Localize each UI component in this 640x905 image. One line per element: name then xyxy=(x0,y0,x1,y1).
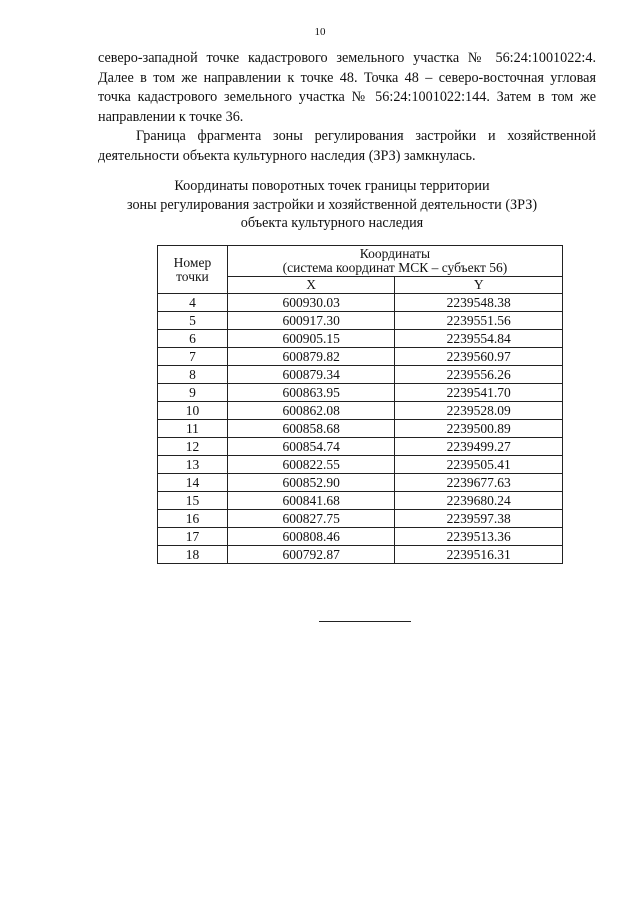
header-point-number-line2: точки xyxy=(176,268,209,284)
header-point-number xyxy=(158,246,228,294)
cell-y: 2239560.97 xyxy=(395,348,563,366)
cell-y: 2239597.38 xyxy=(395,510,563,528)
table-row xyxy=(158,312,563,330)
cell-point-number: 18 xyxy=(158,546,228,564)
cell-y: 2239551.56 xyxy=(395,312,563,330)
cell-y: 2239505.41 xyxy=(395,456,563,474)
table-title xyxy=(98,177,566,233)
cell-x: 600841.68 xyxy=(227,492,395,510)
table-row xyxy=(158,546,563,564)
cell-point-number: 5 xyxy=(158,312,228,330)
table-row xyxy=(158,330,563,348)
cell-point-number: 14 xyxy=(158,474,228,492)
end-separator-line xyxy=(319,621,411,622)
header-coordinates-line1: Координаты xyxy=(359,246,431,261)
table-row xyxy=(158,348,563,366)
cell-x: 600827.75 xyxy=(227,510,395,528)
table-row xyxy=(158,456,563,474)
header-x: X xyxy=(227,277,395,294)
cell-point-number: 11 xyxy=(158,420,228,438)
table-title-line: Координаты поворотных точек границы территории xyxy=(174,178,490,194)
cell-y: 2239516.31 xyxy=(395,546,563,564)
cell-point-number: 12 xyxy=(158,438,228,456)
table-row xyxy=(158,510,563,528)
coordinates-table-body xyxy=(158,294,563,564)
cell-x: 600862.08 xyxy=(227,402,395,420)
cell-x: 600858.68 xyxy=(227,420,395,438)
cell-x: 600879.82 xyxy=(227,348,395,366)
cell-point-number: 15 xyxy=(158,492,228,510)
cell-point-number: 10 xyxy=(158,402,228,420)
table-row xyxy=(158,420,563,438)
cell-point-number: 9 xyxy=(158,384,228,402)
header-y: Y xyxy=(395,277,563,294)
cell-x: 600930.03 xyxy=(227,294,395,312)
cell-y: 2239554.84 xyxy=(395,330,563,348)
cell-x: 600852.90 xyxy=(227,474,395,492)
cell-point-number: 8 xyxy=(158,366,228,384)
table-title-line: объекта культурного наследия xyxy=(240,215,424,231)
cell-y: 2239541.70 xyxy=(395,384,563,402)
cell-y: 2239680.24 xyxy=(395,492,563,510)
cell-x: 600808.46 xyxy=(227,528,395,546)
cell-point-number: 13 xyxy=(158,456,228,474)
table-row xyxy=(158,366,563,384)
cell-point-number: 6 xyxy=(158,330,228,348)
cell-x: 600905.15 xyxy=(227,330,395,348)
header-coordinates-line2: (система координат МСК – субъект 56) xyxy=(282,260,508,275)
cell-y: 2239513.36 xyxy=(395,528,563,546)
cell-y: 2239499.27 xyxy=(395,438,563,456)
cell-x: 600863.95 xyxy=(227,384,395,402)
cell-y: 2239500.89 xyxy=(395,420,563,438)
cell-x: 600822.55 xyxy=(227,456,395,474)
table-row xyxy=(158,438,563,456)
paragraph-boundary-description: северо-западной точке кадастрового земельного участка № 56:24:1001022:4. Далее в том же направлении к точке 48. Точка 48 – северо-восточная угловая точка кадастрового земельного участка № 56:24:1001022:144. Затем в том же направлении к точке 36. xyxy=(98,50,596,125)
header-coordinates xyxy=(227,246,562,277)
header-point-number-line1: Номер xyxy=(173,254,212,270)
table-row xyxy=(158,402,563,420)
body-text xyxy=(98,49,596,166)
page-number: 10 xyxy=(314,26,326,38)
cell-y: 2239677.63 xyxy=(395,474,563,492)
cell-x: 600792.87 xyxy=(227,546,395,564)
cell-x: 600879.34 xyxy=(227,366,395,384)
cell-point-number: 17 xyxy=(158,528,228,546)
table-row xyxy=(158,528,563,546)
coordinates-table xyxy=(157,245,563,564)
cell-y: 2239548.38 xyxy=(395,294,563,312)
table-row xyxy=(158,384,563,402)
cell-x: 600854.74 xyxy=(227,438,395,456)
cell-point-number: 16 xyxy=(158,510,228,528)
table-title-line: зоны регулирования застройки и хозяйственной деятельности (ЗРЗ) xyxy=(126,196,538,213)
cell-point-number: 4 xyxy=(158,294,228,312)
paragraph-boundary-closed: Граница фрагмента зоны регулирования застройки и хозяйственной деятельности объекта культурного наследия (ЗРЗ) замкнулась. xyxy=(98,128,596,164)
cell-y: 2239556.26 xyxy=(395,366,563,384)
cell-point-number: 7 xyxy=(158,348,228,366)
table-row xyxy=(158,492,563,510)
table-row xyxy=(158,294,563,312)
cell-y: 2239528.09 xyxy=(395,402,563,420)
table-row xyxy=(158,474,563,492)
cell-x: 600917.30 xyxy=(227,312,395,330)
